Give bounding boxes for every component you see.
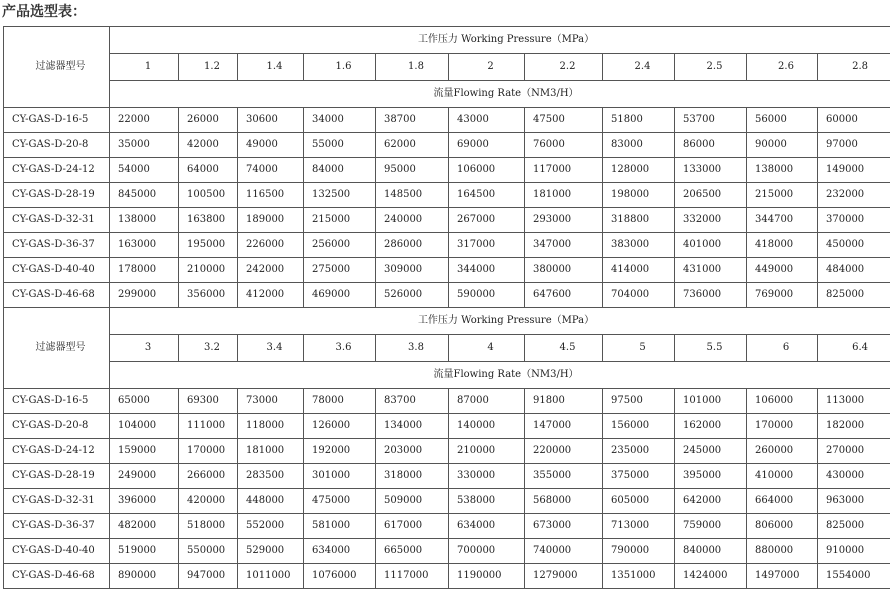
- flow-value-cell: 51800: [603, 108, 675, 133]
- flow-value-cell: 275000: [304, 258, 376, 283]
- flow-value-cell: 78000: [304, 389, 376, 414]
- table-row: [4, 258, 890, 283]
- flow-value-cell: 198000: [603, 183, 675, 208]
- flow-value-cell: 332000: [675, 208, 747, 233]
- pressure-value-cell: 4: [449, 335, 525, 362]
- flow-value-cell: 736000: [675, 283, 747, 308]
- flow-value-cell: 380000: [525, 258, 603, 283]
- flow-value-cell: 83700: [376, 389, 449, 414]
- flow-value-cell: 192000: [304, 439, 376, 464]
- flow-value-cell: 134000: [376, 414, 449, 439]
- flow-value-cell: 647600: [525, 283, 603, 308]
- flow-value-cell: 65000: [110, 389, 179, 414]
- pressure-value-cell: 2.6: [747, 54, 818, 81]
- model-cell: CY-GAS-D-36-37: [4, 233, 110, 258]
- flow-value-cell: 518000: [179, 514, 238, 539]
- flow-value-cell: 266000: [179, 464, 238, 489]
- table-row: [4, 514, 890, 539]
- table-row: [4, 283, 890, 308]
- flow-value-cell: 299000: [110, 283, 179, 308]
- flow-value-cell: 1424000: [675, 564, 747, 589]
- flow-value-cell: 890000: [110, 564, 179, 589]
- flow-value-cell: 769000: [747, 283, 818, 308]
- flow-value-cell: 163000: [110, 233, 179, 258]
- table-row: [4, 539, 890, 564]
- flow-value-cell: 56000: [747, 108, 818, 133]
- flow-value-cell: 69300: [179, 389, 238, 414]
- flow-value-cell: 581000: [304, 514, 376, 539]
- flow-value-cell: 118000: [238, 414, 304, 439]
- flow-value-cell: 181000: [238, 439, 304, 464]
- pressure-values-row: [4, 54, 890, 81]
- flow-value-cell: 355000: [525, 464, 603, 489]
- flow-value-cell: 634000: [449, 514, 525, 539]
- flow-value-cell: 106000: [449, 158, 525, 183]
- table-row: [4, 183, 890, 208]
- flow-value-cell: 182000: [818, 414, 890, 439]
- flow-value-cell: 673000: [525, 514, 603, 539]
- model-cell: CY-GAS-D-28-19: [4, 464, 110, 489]
- pressure-header-cell: 工作压力 Working Pressure（MPa）: [110, 308, 890, 335]
- flow-value-cell: 910000: [818, 539, 890, 564]
- table-row: [4, 439, 890, 464]
- flow-value-cell: 189000: [238, 208, 304, 233]
- flow-value-cell: 1279000: [525, 564, 603, 589]
- flow-value-cell: 49000: [238, 133, 304, 158]
- flow-value-cell: 117000: [525, 158, 603, 183]
- pressure-value-cell: 6.4: [818, 335, 890, 362]
- flow-value-cell: 235000: [603, 439, 675, 464]
- flow-value-cell: 104000: [110, 414, 179, 439]
- flow-value-cell: 34000: [304, 108, 376, 133]
- flow-value-cell: 242000: [238, 258, 304, 283]
- flow-value-cell: 704000: [603, 283, 675, 308]
- flow-header-cell: 流量Flowing Rate（NM3/H）: [110, 81, 890, 108]
- pressure-value-cell: 2.2: [525, 54, 603, 81]
- flow-value-cell: 53700: [675, 108, 747, 133]
- table-row: [4, 389, 890, 414]
- flow-value-cell: 1076000: [304, 564, 376, 589]
- flow-value-cell: 845000: [110, 183, 179, 208]
- pressure-value-cell: 2.5: [675, 54, 747, 81]
- flow-value-cell: 759000: [675, 514, 747, 539]
- flow-value-cell: 293000: [525, 208, 603, 233]
- flow-value-cell: 375000: [603, 464, 675, 489]
- flow-value-cell: 83000: [603, 133, 675, 158]
- flow-value-cell: 215000: [747, 183, 818, 208]
- pressure-value-cell: 5.5: [675, 335, 747, 362]
- flow-value-cell: 106000: [747, 389, 818, 414]
- flow-value-cell: 203000: [376, 439, 449, 464]
- pressure-header-row: [4, 27, 890, 54]
- flow-value-cell: 232000: [818, 183, 890, 208]
- model-cell: CY-GAS-D-46-68: [4, 564, 110, 589]
- flow-value-cell: 1554000: [818, 564, 890, 589]
- flow-value-cell: 740000: [525, 539, 603, 564]
- model-cell: CY-GAS-D-40-40: [4, 258, 110, 283]
- flow-value-cell: 270000: [818, 439, 890, 464]
- flow-value-cell: 414000: [603, 258, 675, 283]
- flow-value-cell: 149000: [818, 158, 890, 183]
- pressure-value-cell: 3.6: [304, 335, 376, 362]
- table-row: [4, 233, 890, 258]
- table-row: [4, 208, 890, 233]
- flow-value-cell: 170000: [179, 439, 238, 464]
- flow-value-cell: 226000: [238, 233, 304, 258]
- flow-value-cell: 260000: [747, 439, 818, 464]
- flow-value-cell: 148500: [376, 183, 449, 208]
- table-row: [4, 464, 890, 489]
- flow-value-cell: 344000: [449, 258, 525, 283]
- flow-value-cell: 133000: [675, 158, 747, 183]
- flow-value-cell: 430000: [818, 464, 890, 489]
- flow-value-cell: 590000: [449, 283, 525, 308]
- flow-value-cell: 162000: [675, 414, 747, 439]
- flow-value-cell: 806000: [747, 514, 818, 539]
- flow-value-cell: 30600: [238, 108, 304, 133]
- flow-value-cell: 38700: [376, 108, 449, 133]
- pressure-value-cell: 1.8: [376, 54, 449, 81]
- flow-value-cell: 526000: [376, 283, 449, 308]
- flow-value-cell: 700000: [449, 539, 525, 564]
- flow-value-cell: 132500: [304, 183, 376, 208]
- flow-value-cell: 101000: [675, 389, 747, 414]
- flow-value-cell: 286000: [376, 233, 449, 258]
- flow-value-cell: 181000: [525, 183, 603, 208]
- flow-value-cell: 97000: [818, 133, 890, 158]
- flow-value-cell: 410000: [747, 464, 818, 489]
- model-label-cell: 过滤器型号: [4, 308, 110, 389]
- flow-value-cell: 215000: [304, 208, 376, 233]
- flow-value-cell: 664000: [747, 489, 818, 514]
- flow-value-cell: 825000: [818, 283, 890, 308]
- flow-value-cell: 509000: [376, 489, 449, 514]
- pressure-value-cell: 1: [110, 54, 179, 81]
- flow-value-cell: 1190000: [449, 564, 525, 589]
- pressure-value-cell: 3.2: [179, 335, 238, 362]
- pressure-value-cell: 4.5: [525, 335, 603, 362]
- flow-value-cell: 1351000: [603, 564, 675, 589]
- flow-value-cell: 69000: [449, 133, 525, 158]
- flow-value-cell: 47500: [525, 108, 603, 133]
- model-cell: CY-GAS-D-24-12: [4, 439, 110, 464]
- flow-value-cell: 482000: [110, 514, 179, 539]
- flow-value-cell: 475000: [304, 489, 376, 514]
- flow-value-cell: 412000: [238, 283, 304, 308]
- flow-value-cell: 642000: [675, 489, 747, 514]
- pressure-value-cell: 6: [747, 335, 818, 362]
- flow-value-cell: 95000: [376, 158, 449, 183]
- flow-value-cell: 301000: [304, 464, 376, 489]
- flow-value-cell: 484000: [818, 258, 890, 283]
- model-cell: CY-GAS-D-36-37: [4, 514, 110, 539]
- flow-value-cell: 538000: [449, 489, 525, 514]
- flow-value-cell: 249000: [110, 464, 179, 489]
- flow-value-cell: 138000: [747, 158, 818, 183]
- flow-value-cell: 963000: [818, 489, 890, 514]
- flow-value-cell: 97500: [603, 389, 675, 414]
- flow-value-cell: 159000: [110, 439, 179, 464]
- flow-value-cell: 396000: [110, 489, 179, 514]
- flow-value-cell: 713000: [603, 514, 675, 539]
- flow-value-cell: 431000: [675, 258, 747, 283]
- flow-value-cell: 60000: [818, 108, 890, 133]
- model-cell: CY-GAS-D-16-5: [4, 108, 110, 133]
- flow-value-cell: 76000: [525, 133, 603, 158]
- flow-value-cell: 469000: [304, 283, 376, 308]
- pressure-header-row: [4, 308, 890, 335]
- flow-value-cell: 86000: [675, 133, 747, 158]
- flow-value-cell: 163800: [179, 208, 238, 233]
- flow-value-cell: 317000: [449, 233, 525, 258]
- flow-value-cell: 383000: [603, 233, 675, 258]
- flow-value-cell: 91800: [525, 389, 603, 414]
- pressure-value-cell: 5: [603, 335, 675, 362]
- model-cell: CY-GAS-D-16-5: [4, 389, 110, 414]
- flow-value-cell: 126000: [304, 414, 376, 439]
- flow-value-cell: 210000: [449, 439, 525, 464]
- flow-value-cell: 138000: [110, 208, 179, 233]
- flow-value-cell: 170000: [747, 414, 818, 439]
- model-cell: CY-GAS-D-24-12: [4, 158, 110, 183]
- table-body: [4, 27, 890, 589]
- flow-value-cell: 356000: [179, 283, 238, 308]
- pressure-value-cell: 2.4: [603, 54, 675, 81]
- flow-value-cell: 100500: [179, 183, 238, 208]
- model-cell: CY-GAS-D-32-31: [4, 208, 110, 233]
- model-cell: CY-GAS-D-40-40: [4, 539, 110, 564]
- pressure-value-cell: 3.8: [376, 335, 449, 362]
- flow-header-row: [4, 81, 890, 108]
- flow-value-cell: 87000: [449, 389, 525, 414]
- flow-value-cell: 64000: [179, 158, 238, 183]
- table-row: [4, 108, 890, 133]
- flow-value-cell: 420000: [179, 489, 238, 514]
- flow-value-cell: 111000: [179, 414, 238, 439]
- flow-value-cell: 164500: [449, 183, 525, 208]
- table-row: [4, 489, 890, 514]
- flow-value-cell: 245000: [675, 439, 747, 464]
- flow-value-cell: 147000: [525, 414, 603, 439]
- flow-value-cell: 220000: [525, 439, 603, 464]
- flow-value-cell: 617000: [376, 514, 449, 539]
- flow-header-cell: 流量Flowing Rate（NM3/H）: [110, 362, 890, 389]
- flow-value-cell: 84000: [304, 158, 376, 183]
- flow-value-cell: 344700: [747, 208, 818, 233]
- flow-value-cell: 74000: [238, 158, 304, 183]
- flow-value-cell: 880000: [747, 539, 818, 564]
- flow-value-cell: 790000: [603, 539, 675, 564]
- model-cell: CY-GAS-D-28-19: [4, 183, 110, 208]
- flow-value-cell: 22000: [110, 108, 179, 133]
- flow-value-cell: 605000: [603, 489, 675, 514]
- flow-value-cell: 634000: [304, 539, 376, 564]
- flow-value-cell: 42000: [179, 133, 238, 158]
- flow-value-cell: 370000: [818, 208, 890, 233]
- page-title: 产品选型表：: [2, 4, 86, 20]
- flow-value-cell: 73000: [238, 389, 304, 414]
- flow-value-cell: 35000: [110, 133, 179, 158]
- table-row: [4, 158, 890, 183]
- flow-value-cell: 210000: [179, 258, 238, 283]
- flow-value-cell: 54000: [110, 158, 179, 183]
- flow-value-cell: 449000: [747, 258, 818, 283]
- flow-value-cell: 309000: [376, 258, 449, 283]
- pressure-value-cell: 1.6: [304, 54, 376, 81]
- flow-value-cell: 206500: [675, 183, 747, 208]
- flow-value-cell: 947000: [179, 564, 238, 589]
- flow-value-cell: 140000: [449, 414, 525, 439]
- flow-value-cell: 418000: [747, 233, 818, 258]
- flow-value-cell: 318800: [603, 208, 675, 233]
- pressure-values-row: [4, 335, 890, 362]
- flow-value-cell: 347000: [525, 233, 603, 258]
- model-label-cell: 过滤器型号: [4, 27, 110, 108]
- flow-value-cell: 519000: [110, 539, 179, 564]
- flow-value-cell: 450000: [818, 233, 890, 258]
- pressure-value-cell: 1.2: [179, 54, 238, 81]
- model-cell: CY-GAS-D-46-68: [4, 283, 110, 308]
- flow-value-cell: 318000: [376, 464, 449, 489]
- pressure-value-cell: 3: [110, 335, 179, 362]
- flow-value-cell: 55000: [304, 133, 376, 158]
- flow-value-cell: 448000: [238, 489, 304, 514]
- flow-value-cell: 240000: [376, 208, 449, 233]
- table-row: [4, 133, 890, 158]
- flow-value-cell: 825000: [818, 514, 890, 539]
- pressure-value-cell: 2.8: [818, 54, 890, 81]
- flow-value-cell: 550000: [179, 539, 238, 564]
- flow-value-cell: 401000: [675, 233, 747, 258]
- flow-value-cell: 330000: [449, 464, 525, 489]
- table-row: [4, 564, 890, 589]
- flow-value-cell: 568000: [525, 489, 603, 514]
- flow-value-cell: 128000: [603, 158, 675, 183]
- flow-value-cell: 90000: [747, 133, 818, 158]
- flow-value-cell: 1497000: [747, 564, 818, 589]
- flow-value-cell: 1011000: [238, 564, 304, 589]
- flow-value-cell: 1117000: [376, 564, 449, 589]
- flow-value-cell: 178000: [110, 258, 179, 283]
- flow-value-cell: 840000: [675, 539, 747, 564]
- flow-value-cell: 156000: [603, 414, 675, 439]
- flow-value-cell: 267000: [449, 208, 525, 233]
- flow-value-cell: 256000: [304, 233, 376, 258]
- flow-value-cell: 395000: [675, 464, 747, 489]
- flow-value-cell: 665000: [376, 539, 449, 564]
- flow-value-cell: 43000: [449, 108, 525, 133]
- flow-value-cell: 195000: [179, 233, 238, 258]
- table-row: [4, 414, 890, 439]
- flow-value-cell: 113000: [818, 389, 890, 414]
- pressure-value-cell: 3.4: [238, 335, 304, 362]
- pressure-value-cell: 2: [449, 54, 525, 81]
- flow-value-cell: 116500: [238, 183, 304, 208]
- flow-value-cell: 26000: [179, 108, 238, 133]
- flow-value-cell: 552000: [238, 514, 304, 539]
- flow-value-cell: 283500: [238, 464, 304, 489]
- pressure-value-cell: 1.4: [238, 54, 304, 81]
- model-cell: CY-GAS-D-20-8: [4, 414, 110, 439]
- flow-value-cell: 529000: [238, 539, 304, 564]
- flow-value-cell: 62000: [376, 133, 449, 158]
- flow-header-row: [4, 362, 890, 389]
- product-selection-table: [3, 26, 890, 589]
- model-cell: CY-GAS-D-20-8: [4, 133, 110, 158]
- model-cell: CY-GAS-D-32-31: [4, 489, 110, 514]
- pressure-header-cell: 工作压力 Working Pressure（MPa）: [110, 27, 890, 54]
